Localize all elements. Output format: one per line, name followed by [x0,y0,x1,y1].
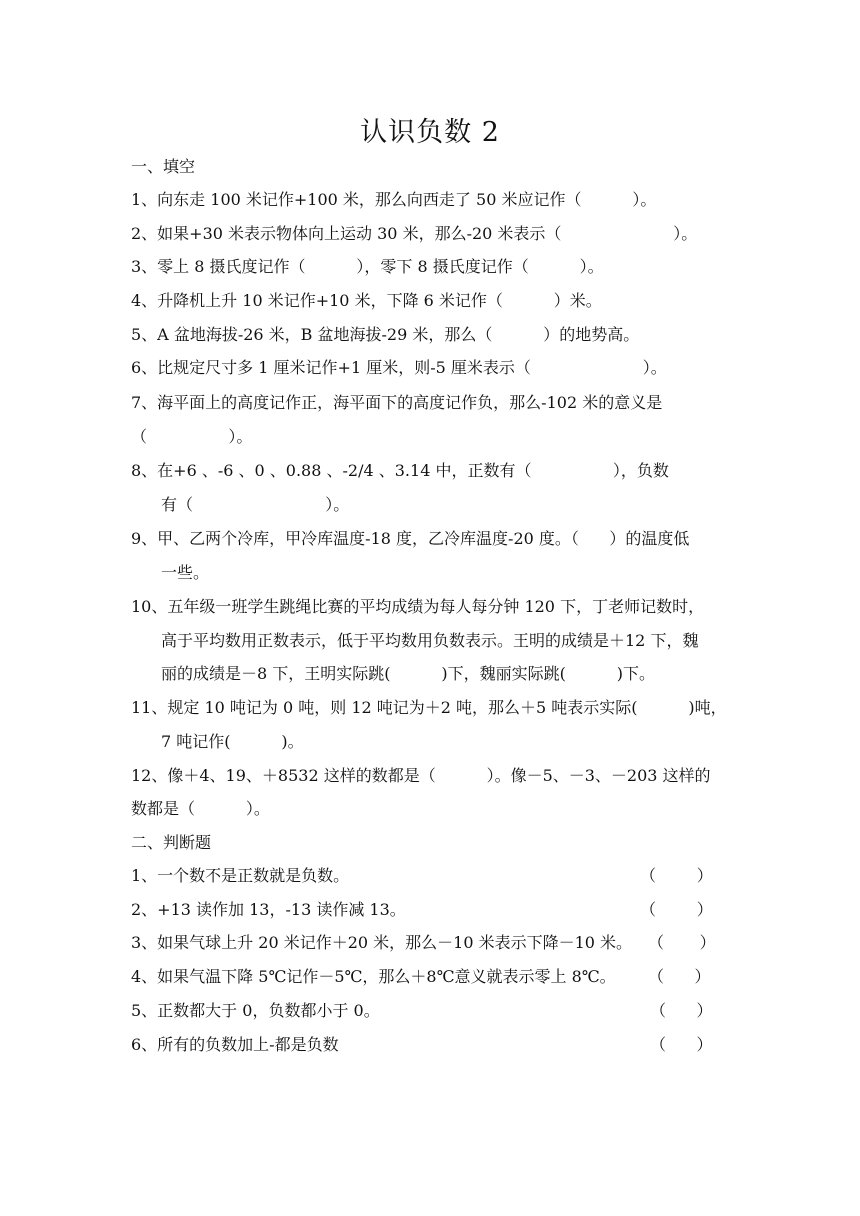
page-title: 认识负数 2 [360,117,500,148]
question-line: 3、零上 8 摄氏度记作（ ），零下 8 摄氏度记作（ ）。 [131,257,604,276]
question-line-continuation: 7 吨记作( )。 [161,732,304,751]
question-line: 10、五年级一班学生跳绳比赛的平均成绩为每人每分钟 120 下，丁老师记数时， [131,597,705,616]
question-line: 9、甲、乙两个冷库，甲冷库温度-18 度，乙冷库温度-20 度。（ ）的温度低 [131,529,690,548]
judgement-item: 5、正数都大于 0，负数都小于 0。 [131,1001,380,1020]
judgement-item: 1、一个数不是正数就是负数。 [131,866,350,885]
answer-parentheses: （ ） [640,866,713,885]
question-line-continuation: 数都是（ ）。 [131,799,270,818]
question-line-continuation: 一些。 [161,563,210,582]
judgement-item: 4、如果气温下降 5℃记作－5℃，那么＋8℃意义就表示零上 8℃。 [131,967,616,986]
section-heading-fill-blank: 一、填空 [131,157,196,176]
question-line: 6、比规定尺寸多 1 厘米记作+1 厘米，则-5 厘米表示（ ）。 [131,358,667,377]
question-line: 4、升降机上升 10 米记作+10 米，下降 6 米记作（ ）米。 [131,291,602,310]
question-line: 11、规定 10 吨记为 0 吨，则 12 吨记为＋2 吨，那么＋5 吨表示实际( )吨， [131,698,727,717]
answer-parentheses: （ ） [650,1001,713,1020]
answer-parentheses: （ ） [648,967,711,986]
question-line: 7、海平面上的高度记作正，海平面下的高度记作负，那么-102 米的意义是 [131,393,663,412]
question-line: 5、A 盆地海拔-26 米，B 盆地海拔-29 米，那么（ ）的地势高。 [131,325,640,344]
question-line: 2、如果+30 米表示物体向上运动 30 米，那么-20 米表示（ ）。 [131,224,698,243]
judgement-item: 3、如果气球上升 20 米记作＋20 米，那么－10 米表示下降－10 米。 [131,933,633,952]
question-line: 8、在+6 、-6 、0 、0.88 、-2/4 、3.14 中，正数有（ ），负数 [131,461,669,480]
answer-parentheses: （ ） [648,933,716,952]
answer-parentheses: （ ） [640,900,713,919]
question-line: 12、像＋4、19、＋8532 这样的数都是（ ）。像－5、－3、－203 这样的 [131,766,711,785]
question-line: 1、向东走 100 米记作+100 米，那么向西走了 50 米应记作（ ）。 [131,190,657,209]
answer-parentheses: （ ） [650,1035,713,1054]
judgement-item: 2、+13 读作加 13，-13 读作减 13。 [131,900,406,919]
question-line-continuation: （ ）。 [131,427,253,446]
section-heading-true-false: 二、判断题 [131,833,212,852]
judgement-item: 6、所有的负数加上-都是负数 [131,1035,339,1054]
question-line-continuation: 高于平均数用正数表示，低于平均数用负数表示。王明的成绩是＋12 下，魏 [161,631,699,650]
question-line-continuation: 有（ ）。 [161,495,350,514]
question-line-continuation: 丽的成绩是－8 下，王明实际跳( )下，魏丽实际跳( )下。 [161,664,655,683]
